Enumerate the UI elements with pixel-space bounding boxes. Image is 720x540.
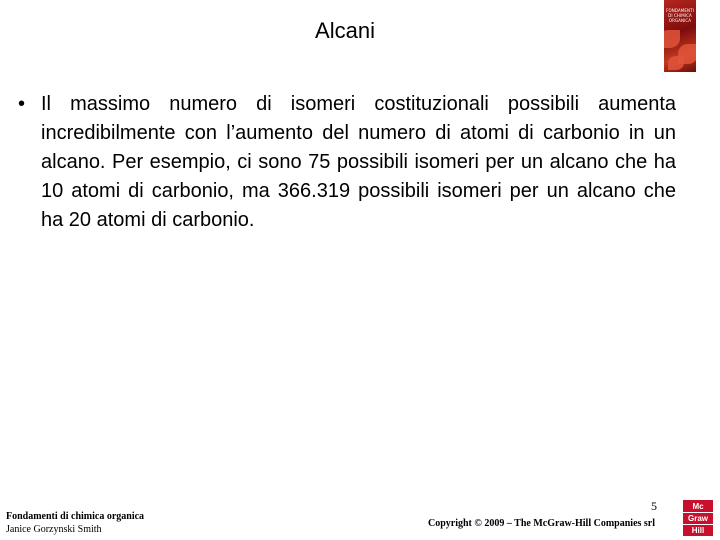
footer-author: Janice Gorzynski Smith bbox=[6, 524, 102, 535]
bullet-item bbox=[18, 90, 676, 235]
book-cover-image bbox=[664, 0, 696, 72]
cover-leaf-decoration bbox=[664, 30, 680, 48]
cover-leaf-decoration bbox=[668, 56, 684, 70]
footer-book-info bbox=[6, 510, 144, 536]
cover-title-line: FONDAMENTI bbox=[666, 8, 694, 13]
cover-title bbox=[666, 8, 694, 23]
logo-line: Mc bbox=[692, 501, 704, 511]
bullet-marker: • bbox=[18, 93, 26, 115]
bullet-text: Il massimo numero di isomeri costituzionali possibili aumenta incredibilmente con l’aumento del numero di atomi di carbonio in un alcano. Per esempio, ci sono 75 possibili isomeri per un alcano che ha 10 atomi di carbonio, ma 366.319 possibili isomeri per un alcano che ha 20 atomi di carbonio. bbox=[41, 93, 676, 231]
logo-line: Graw bbox=[683, 512, 713, 524]
cover-title-line: DI CHIMICA bbox=[668, 13, 692, 18]
logo-line: Hill bbox=[683, 524, 713, 536]
cover-title-line: ORGANICA bbox=[668, 18, 692, 23]
mcgraw-hill-logo bbox=[683, 500, 713, 536]
copyright-notice: Copyright © 2009 – The McGraw-Hill Companies srl bbox=[428, 518, 656, 529]
page-number: 5 bbox=[651, 499, 657, 513]
footer-book-title: Fondamenti di chimica organica bbox=[6, 511, 145, 522]
slide-title: Alcani bbox=[315, 18, 375, 43]
